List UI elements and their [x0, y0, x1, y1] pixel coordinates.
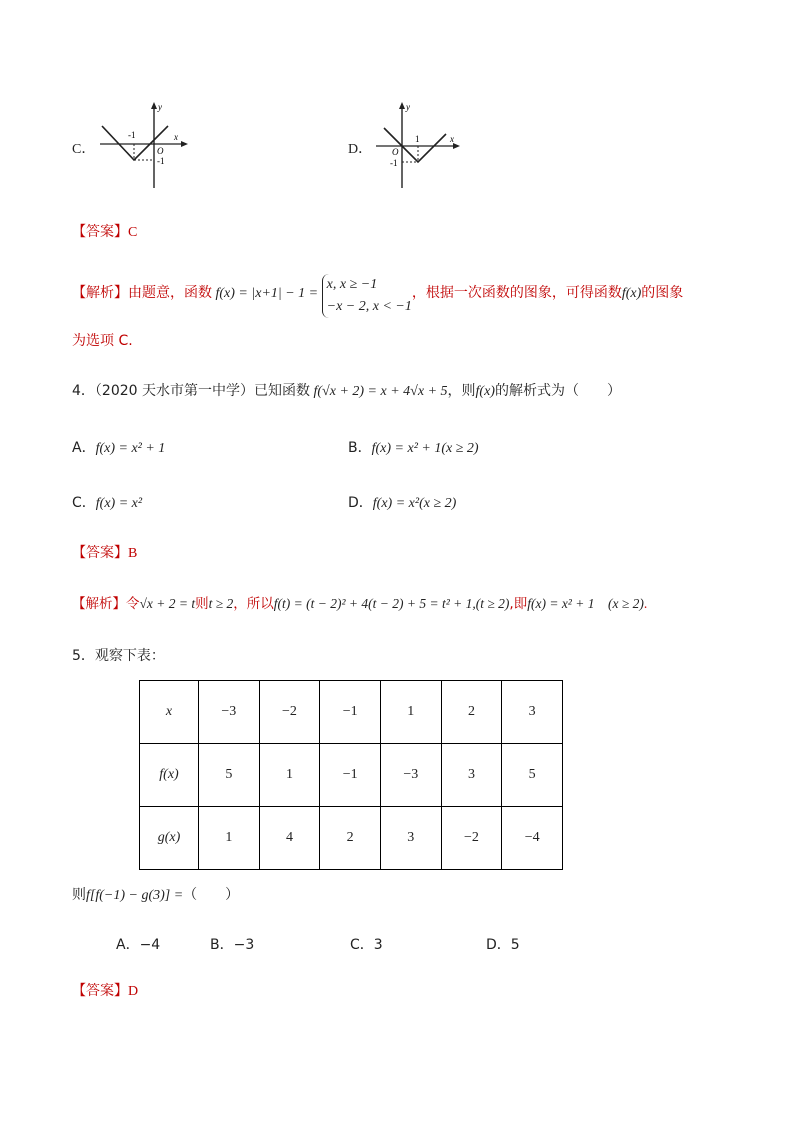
q5-stem: 5．观察下表： [72, 648, 165, 664]
q5-observation-table [139, 680, 563, 870]
q4-option-b: B．f(x) = x² + 1(x ≥ 2) [348, 440, 479, 456]
svg-text:x: x [174, 132, 178, 142]
svg-text:O: O [392, 147, 399, 157]
svg-text:y: y [158, 102, 162, 112]
q5-option-b: B．−3 [210, 937, 255, 953]
q3-option-d-graph [372, 100, 472, 190]
q3-analysis-line2: 为选项 C. [72, 333, 133, 349]
q5-answer-line: 【答案】D [72, 983, 139, 999]
svg-text:x: x [450, 134, 454, 144]
piecewise-def: x, x ≥ −1 −x − 2, x < −1 [322, 274, 412, 318]
q3-answer-line [72, 221, 137, 241]
q4-option-a: A．f(x) = x² + 1 [72, 440, 166, 456]
q5-option-a: A．−4 [116, 937, 161, 953]
table-row: g(x) 1 4 2 3 −2 −4 [140, 807, 563, 870]
q4-option-d: D．f(x) = x²(x ≥ 2) [348, 495, 457, 511]
q5-question: 则f[f(−1) − g(3)] =（ ） [72, 887, 240, 903]
table-row: x −3 −2 −1 1 2 3 [140, 681, 563, 744]
answer-tag: 【答案】 [72, 224, 128, 240]
q3-option-c-label: C． [72, 142, 96, 157]
svg-text:y: y [406, 102, 410, 112]
q4-analysis-line: 【解析】令√x + 2 = t则t ≥ 2，所以f(t) = (t − 2)² + 4(t − 2) + 5 = t² + 1,(t ≥ 2),即f(x) = x² + 1 (x ≥ 2). [72, 596, 648, 612]
table-row: f(x) 5 1 −1 −3 3 5 [140, 744, 563, 807]
q4-stem: 4．（2020 天水市第一中学）已知函数 f(√x + 2) = x + 4√x + 5，则f(x)的解析式为（ ） [72, 383, 621, 399]
q5-option-d: D．5 [486, 937, 520, 953]
q3-option-c-graph [94, 100, 194, 190]
svg-text:-1: -1 [390, 158, 398, 168]
q4-given-function: f(√x + 2) = x + 4√x + 5 [313, 384, 448, 399]
analysis-tag: 【解析】 [72, 285, 128, 302]
q4-option-c: C．f(x) = x² [72, 495, 143, 511]
svg-text:O: O [157, 146, 164, 156]
answer-value: C [128, 225, 138, 240]
analysis-formula: f(x) = |x+1| − 1 = [215, 286, 319, 302]
graph-c-tick-neg1-x: -1 [128, 130, 136, 140]
q5-option-c: C．3 [350, 937, 383, 953]
q4-answer-line: 【答案】B [72, 545, 138, 561]
svg-text:1: 1 [415, 134, 420, 144]
svg-text:-1: -1 [157, 156, 165, 166]
q3-analysis-line1: 【解析】由题意，函数 f(x) = |x+1| − 1 = x, x ≥ −1 −x − 2, x < −1 ，根据一次函数的图象，可得函数f(x)的图象 [72, 272, 683, 316]
q3-option-d-label: D． [348, 142, 373, 157]
